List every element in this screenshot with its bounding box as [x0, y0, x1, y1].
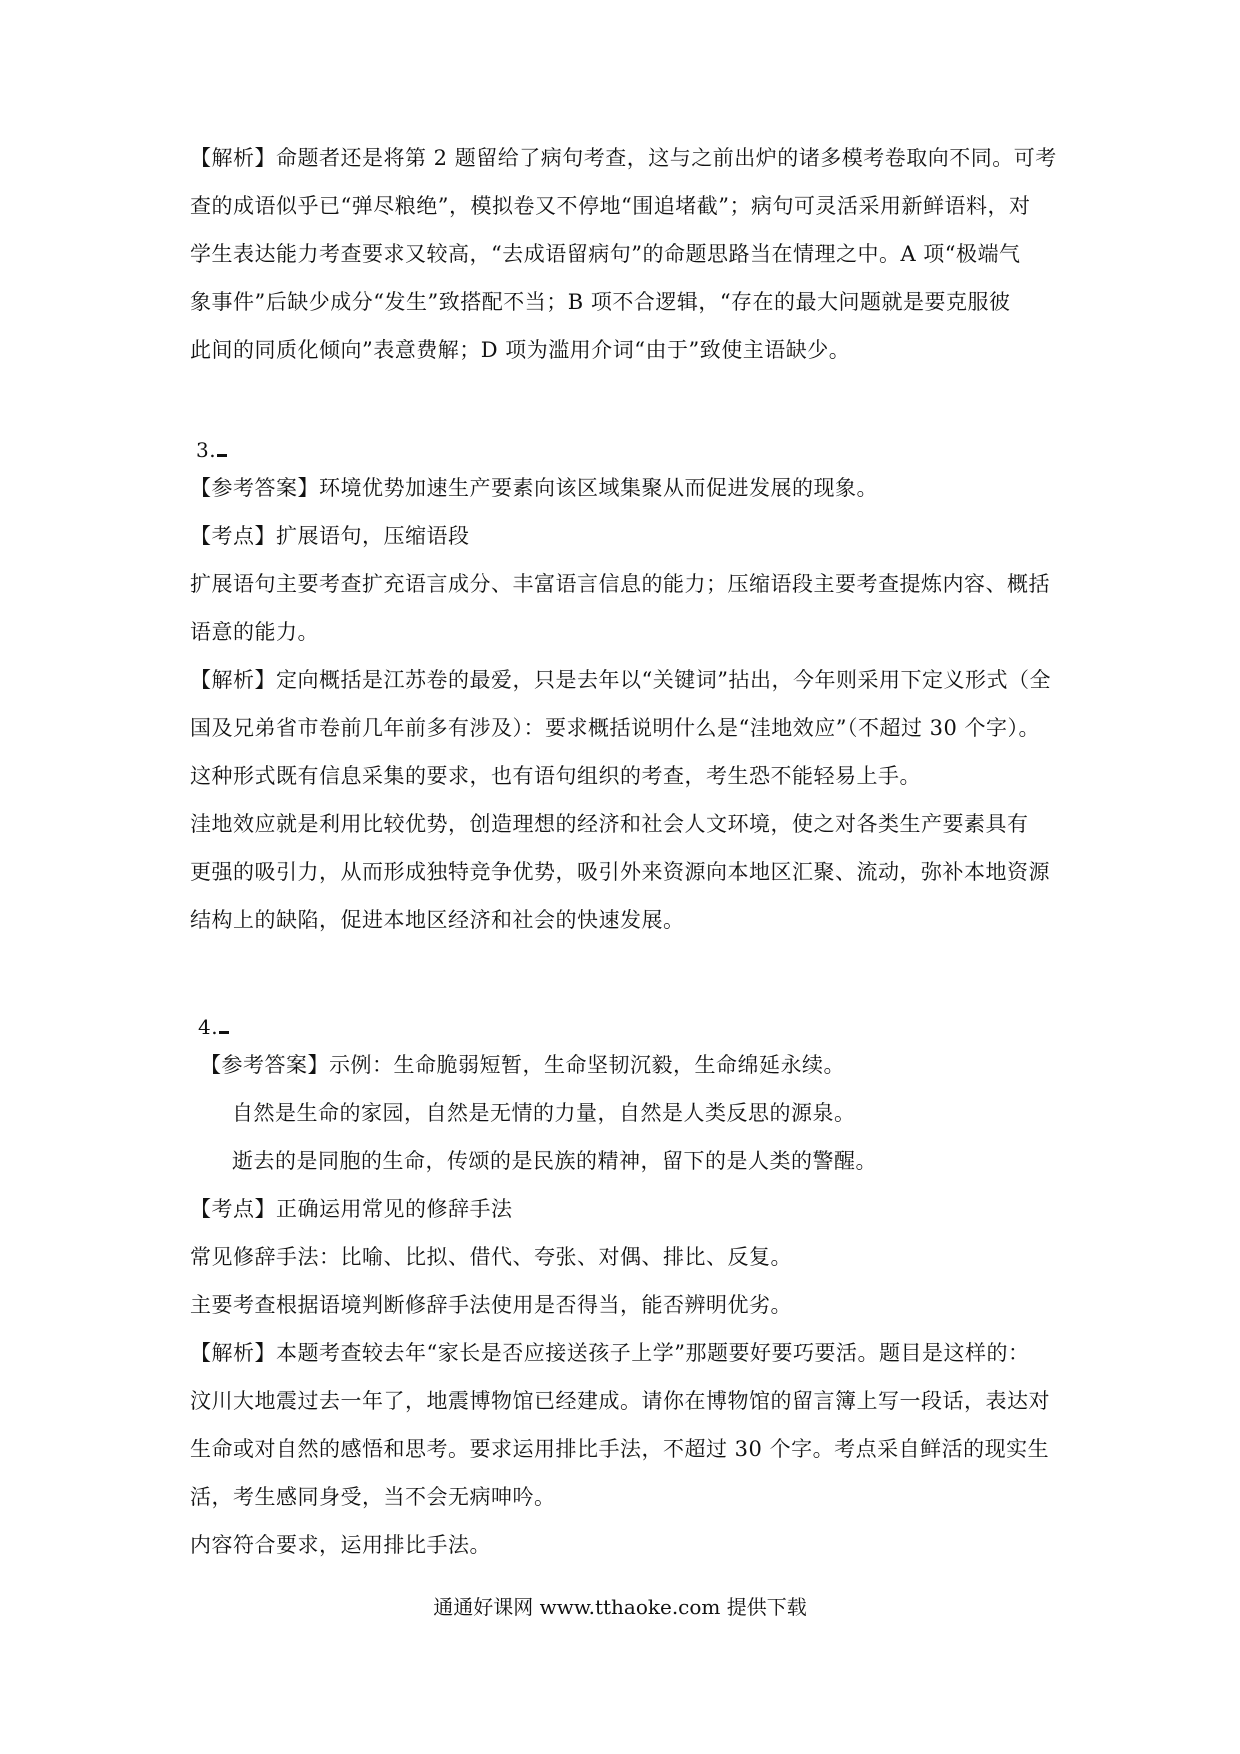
s4-point-desc-2: 主要考查根据语境判断修辞手法使用是否得当，能否辨明优劣。	[190, 1293, 792, 1317]
s3-point: 【考点】扩展语句，压缩语段	[190, 524, 470, 548]
s4-analysis-line-4: 活，考生感同身受，当不会无病呻吟。	[190, 1485, 556, 1509]
s2-analysis-line-1: 【解析】命题者还是将第 2 题留给了病句考查，这与之前出炉的诸多模考卷取向不同。可考	[190, 146, 1057, 170]
s4-example-3: 逝去的是同胞的生命，传颂的是民族的精神，留下的是人类的警醒。	[232, 1149, 877, 1173]
s4-analysis-line-2: 汶川大地震过去一年了，地震博物馆已经建成。请你在博物馆的留言簿上写一段话，表达对	[190, 1389, 1050, 1413]
s4-number-text: 4.	[198, 1015, 219, 1039]
s4-point-desc-1: 常见修辞手法：比喻、比拟、借代、夸张、对偶、排比、反复。	[190, 1245, 792, 1269]
s4-answer: 【参考答案】示例：生命脆弱短暂，生命坚韧沉毅，生命绵延永续。	[200, 1053, 845, 1077]
s3-analysis-line-3: 这种形式既有信息采集的要求，也有语句组织的考查，考生恐不能轻易上手。	[190, 764, 921, 788]
s2-analysis-line-4: 象事件”后缺少成分“发生”致搭配不当；B 项不合逻辑，“存在的最大问题就是要克服彼	[190, 290, 1011, 314]
s3-point-desc-1: 扩展语句主要考查扩充语言成分、丰富语言信息的能力；压缩语段主要考查提炼内容、概括	[190, 572, 1050, 596]
s4-example-2: 自然是生命的家园，自然是无情的力量，自然是人类反思的源泉。	[232, 1101, 856, 1125]
text-cursor-mark	[217, 454, 227, 457]
s2-analysis-line-2: 查的成语似乎已“弹尽粮绝”，模拟卷又不停地“围追堵截”；病句可灵活采用新鲜语料，对	[190, 194, 1031, 218]
s4-analysis-line-3: 生命或对自然的感悟和思考。要求运用排比手法，不超过 30 个字。考点采自鲜活的现实生	[190, 1437, 1050, 1461]
text-cursor-mark	[219, 1031, 229, 1034]
s2-analysis-line-3: 学生表达能力考查要求又较高，“去成语留病句”的命题思路当在情理之中。A 项“极端气	[190, 242, 1021, 266]
s3-explain-line-2: 更强的吸引力，从而形成独特竞争优势，吸引外来资源向本地区汇聚、流动，弥补本地资源	[190, 860, 1050, 884]
s4-analysis-line-1: 【解析】本题考查较去年“家长是否应接送孩子上学”那题要好要巧要活。题目是这样的：	[190, 1341, 1030, 1365]
s3-analysis-line-1: 【解析】定向概括是江苏卷的最爱，只是去年以“关键词”拈出，今年则采用下定义形式（全	[190, 668, 1051, 692]
s3-answer: 【参考答案】环境优势加速生产要素向该区域集聚从而促进发展的现象。	[190, 476, 878, 500]
s3-analysis-line-2: 国及兄弟省市卷前几年前多有涉及）：要求概括说明什么是“洼地效应”（不超过 30 个字）。	[190, 716, 1041, 740]
s3-explain-line-1: 洼地效应就是利用比较优势，创造理想的经济和社会人文环境，使之对各类生产要素具有	[190, 812, 1029, 836]
s2-analysis-line-5: 此间的同质化倾向”表意费解；D 项为滥用介词“由于”致使主语缺少。	[190, 338, 851, 362]
s3-question-number	[196, 435, 227, 465]
s3-explain-line-3: 结构上的缺陷，促进本地区经济和社会的快速发展。	[190, 908, 685, 932]
s4-question-number	[198, 1012, 229, 1042]
s3-point-desc-2: 语意的能力。	[190, 620, 319, 644]
s3-number-text: 3.	[196, 438, 217, 462]
s4-point: 【考点】正确运用常见的修辞手法	[190, 1197, 513, 1221]
s4-conclusion: 内容符合要求，运用排比手法。	[190, 1533, 491, 1557]
page-footer: 通通好课网 www.tthaoke.com 提供下载	[433, 1595, 807, 1619]
